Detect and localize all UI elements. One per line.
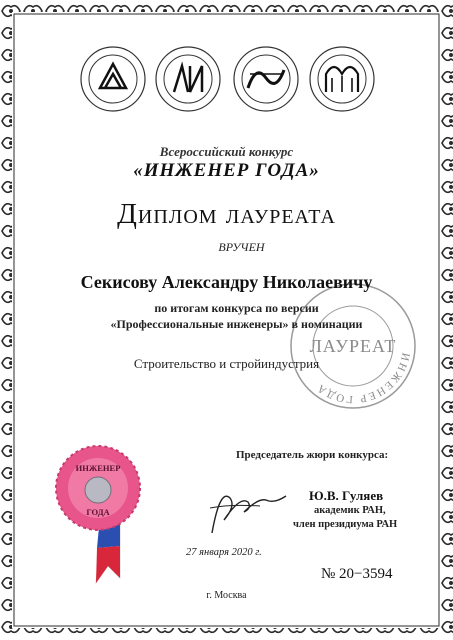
diploma-title: Диплом лауреата	[117, 198, 336, 230]
jury-chair-title-2: член президиума РАН	[293, 519, 398, 530]
rosette-medal-icon	[50, 438, 145, 588]
results-line-1: по итогам конкурса по версии	[154, 301, 319, 315]
nomination: Строительство и стройиндустрия	[133, 356, 320, 371]
svg-text:ГОДА: ГОДА	[86, 507, 110, 517]
svg-text:ИНЖЕНЕР: ИНЖЕНЕР	[75, 463, 121, 473]
contest-kind: Всероссийский конкурс	[159, 144, 294, 159]
jury-chair-name: Ю.В. Гуляев	[309, 488, 384, 503]
recipient-name: Секисову Александру Николаевичу	[80, 272, 373, 292]
issue-city: г. Москва	[206, 590, 247, 601]
society-logo-3-icon	[234, 47, 298, 111]
society-logos	[78, 44, 378, 114]
contest-name: «ИНЖЕНЕР ГОДА»	[133, 160, 320, 181]
jury-chair-label: Председатель жюри конкурса:	[236, 449, 389, 461]
issue-date: 27 января 2020 г.	[186, 547, 262, 558]
jury-chair-title-1: академик РАН,	[314, 505, 386, 516]
results-line-2: «Профессиональные инженеры» в номинации	[110, 317, 363, 331]
svg-text:ИНЖЕНЕР ГОДА: ИНЖЕНЕР ГОДА	[313, 351, 412, 406]
diploma-number: № 20−3594	[321, 566, 393, 582]
society-logo-4-icon	[310, 47, 374, 111]
svg-text:ЛАУРЕАТ: ЛАУРЕАТ	[309, 336, 397, 356]
society-logo-1-icon	[81, 47, 145, 111]
awarded-label: ВРУЧЕН	[218, 240, 265, 254]
signature-icon	[200, 478, 290, 538]
society-logo-2-icon	[156, 47, 220, 111]
